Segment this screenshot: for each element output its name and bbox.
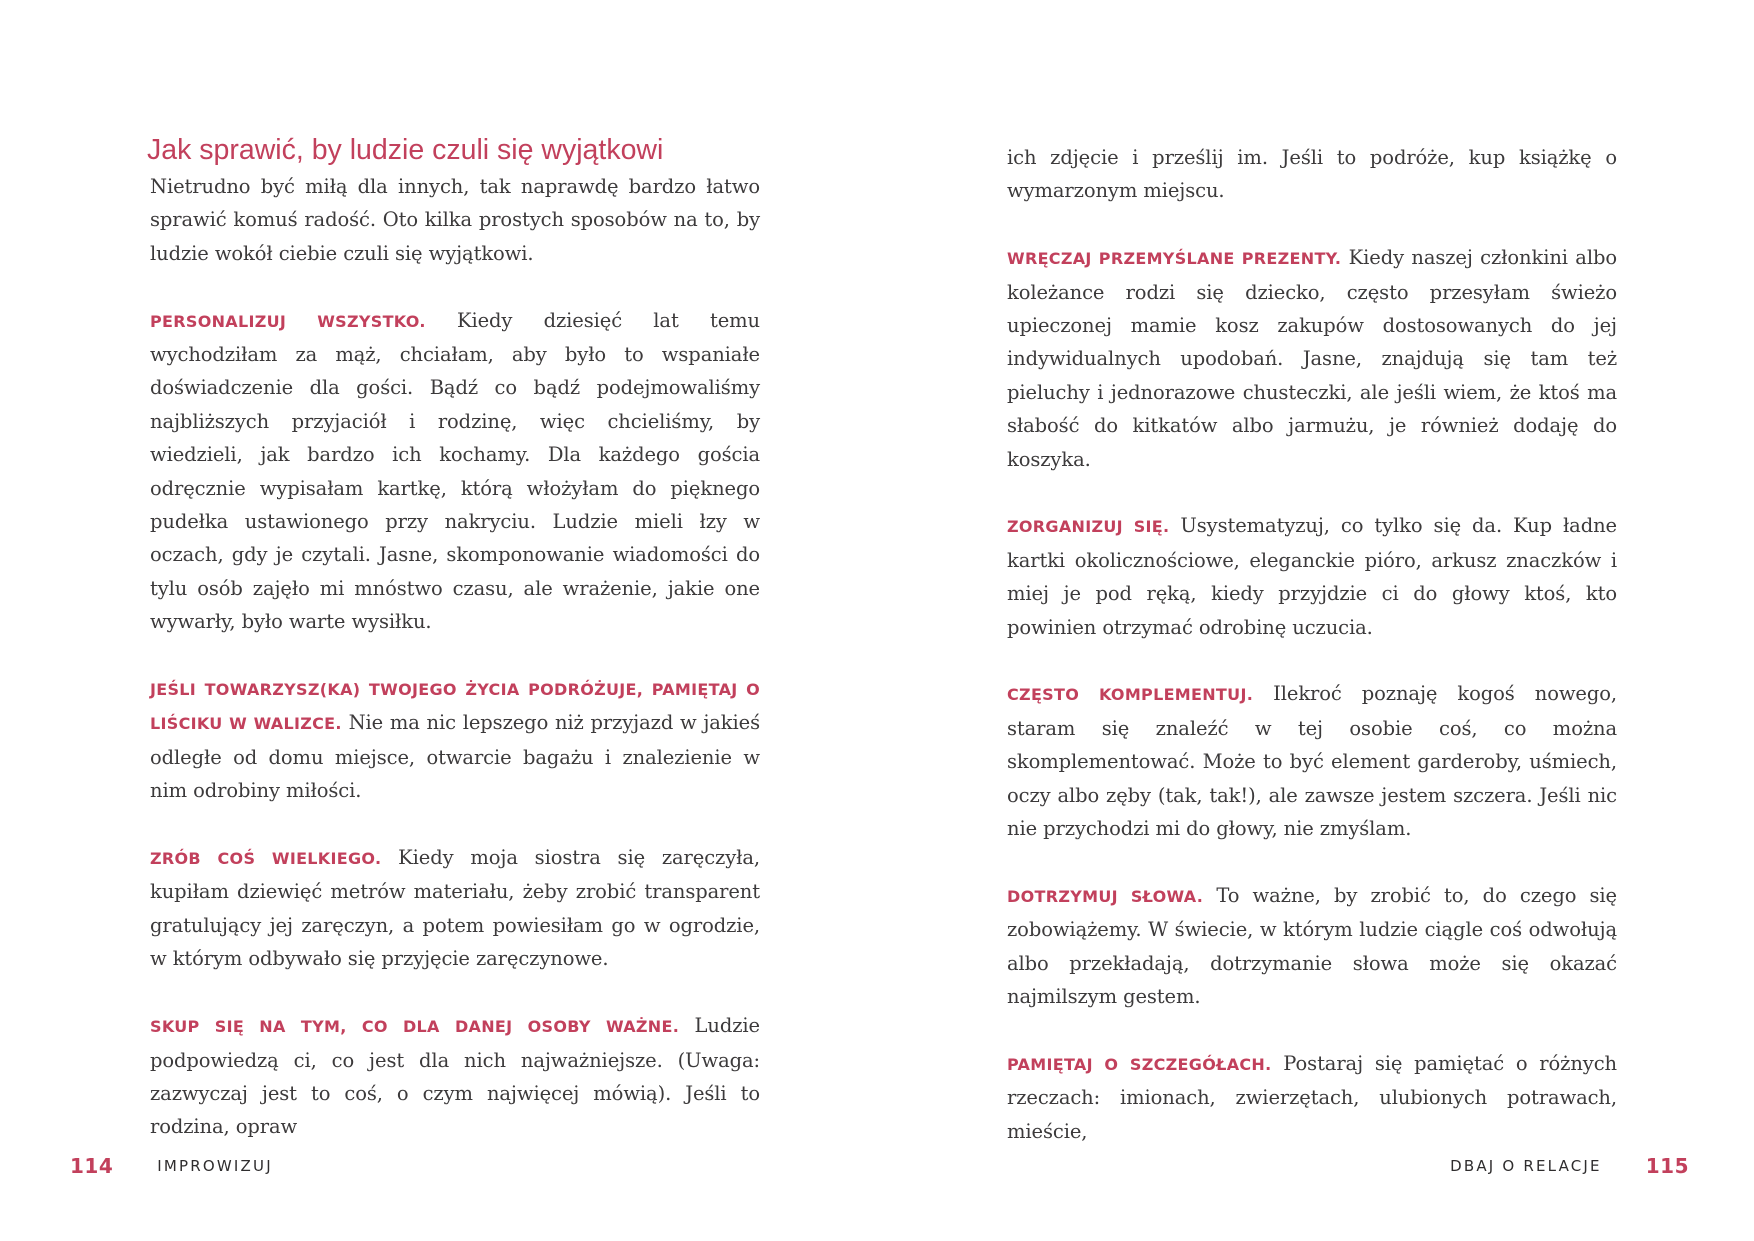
page-number: 114 [70,1154,114,1178]
left-text-column [147,133,760,1144]
lead-in-heading: CZĘSTO KOMPLEMENTUJ. [1007,685,1254,705]
lead-in-heading: SKUP SIĘ NA TYM, CO DLA DANEJ OSOBY WAŻNE. [150,1017,680,1037]
paragraph-gifts [1007,241,1617,476]
lead-in-heading: ZORGANIZUJ SIĘ. [1007,517,1170,537]
running-head: DBAJ O RELACJE [1450,1157,1602,1175]
paragraph-focus-important [150,1009,760,1144]
page-number: 115 [1645,1154,1689,1178]
lead-in-heading: ZRÓB COŚ WIELKIEGO. [150,849,382,869]
paragraph-organize [1007,509,1617,644]
lead-in-heading: WRĘCZAJ PRZEMYŚLANE PREZENTY. [1007,249,1342,269]
paragraph-text: Nie ma nic lepszego niż przyjazd w jakieś odległe od domu miejsce, otwarcie bagażu i znalezienie w nim odrobiny miłości. [150,711,760,803]
right-footer [1450,1151,1689,1181]
right-text-column [1007,141,1617,1148]
running-head: IMPROWIZUJ [157,1157,273,1175]
lead-in-heading: PAMIĘTAJ O SZCZEGÓŁACH. [1007,1054,1272,1074]
paragraph-text: Ludzie podpowiedzą ci, co jest dla nich najważniejsze. (Uwaga: zazwyczaj jest to coś, o czym najwięcej mówią). Jeśli to rodzina, opraw [150,1014,760,1139]
paragraph-personalize [150,304,760,639]
continuation-paragraph: ich zdjęcie i prześlij im. Jeśli to podróże, kup książkę o wymarzonym miejscu. [1007,146,1617,203]
intro-paragraph: Nietrudno być miłą dla innych, tak naprawdę bardzo łatwo sprawić komuś radość. Oto kilka prostych sposobów na to, by ludzie wokół ciebie czuli się wyjątkowi. [150,175,760,265]
lead-in-heading: PERSONALIZUJ WSZYSTKO. [150,311,426,331]
paragraph-text: To ważne, by zrobić to, do czego się zobowiążemy. W świecie, w którym ludzie ciągle coś odwołują albo przekładają, dotrzymanie słowa może się okazać najmilszym gestem. [1007,883,1617,1009]
paragraph-text: Kiedy naszej członkini albo koleżance rodzi się dziecko, często przesyłam świeżo upieczonej mamie kosz zakupów dostosowanych do jej indywidualnych upodobań. Jasne, znajdują się tam też pieluchy i jednorazowe chusteczki, ale jeśli wiem, że ktoś ma słabość do kitkatów albo jarmużu, je również dodaję do koszyka. [1007,246,1617,471]
paragraph-text: Ilekroć poznaję kogoś nowego, staram się znaleźć w tej osobie coś, co można skomplementować. Może to być element garderoby, uśmiech, oczy albo zęby (tak, tak!), ale zawsze jestem szczera. Jeśli nic nie przychodzi mi do głowy, nie zmyślam. [1007,682,1617,841]
lead-in-heading: JEŚLI TOWARZYSZ(KA) TWOJEGO ŻYCIA PODRÓŻUJE, PAMIĘTAJ O LIŚCIKU W WALIZCE. [150,680,760,734]
paragraph-compliment [1007,677,1617,845]
section-heading: Jak sprawić, by ludzie czuli się wyjątkowi [147,134,664,166]
right-page [877,0,1754,1241]
paragraph-keep-word [1007,879,1617,1014]
paragraph-text: Kiedy dziesięć lat temu wychodziłam za mąż, chciałam, aby było to wspaniałe doświadczenie dla gości. Bądź co bądź podejmowaliśmy najbliższych przyjaciół i rodzinę, więc chcieliśmy, by wiedzieli, jak bardzo ich kochamy. Dla każdego gościa odręcznie wypisałam kartkę, którą włożyłam do pięknego pudełka ustawionego przy nakryciu. Ludzie mieli łzy w oczach, gdy je czytali. Jasne, skomponowanie wiadomości do tylu osób zajęło mi mnóstwo czasu, ale wrażenie, jakie one wywarły, było warte wysiłku. [150,308,760,634]
paragraph-text: Postaraj się pamiętać o różnych rzeczach: imionach, zwierzętach, ulubionych potrawach, mieście, [1007,1051,1617,1143]
left-footer [70,1151,273,1181]
paragraph-travel-note [150,672,760,808]
paragraph-text: Kiedy moja siostra się zaręczyła, kupiłam dziewięć metrów materiału, żeby zrobić transparent gratulujący jej zaręczyn, a potem powiesiłam go w ogrodzie, w którym odbywało się przyjęcie zaręczynowe. [150,846,760,971]
lead-in-heading: DOTRZYMUJ SŁOWA. [1007,886,1204,906]
paragraph-details [1007,1047,1617,1148]
paragraph-big-gesture [150,841,760,976]
paragraph-text: Usystematyzuj, co tylko się da. Kup ładne kartki okolicznościowe, eleganckie pióro, arkusz znaczków i miej je pod ręką, kiedy przyjdzie ci do głowy ktoś, kto powinien otrzymać odrobinę uczucia. [1007,514,1617,639]
